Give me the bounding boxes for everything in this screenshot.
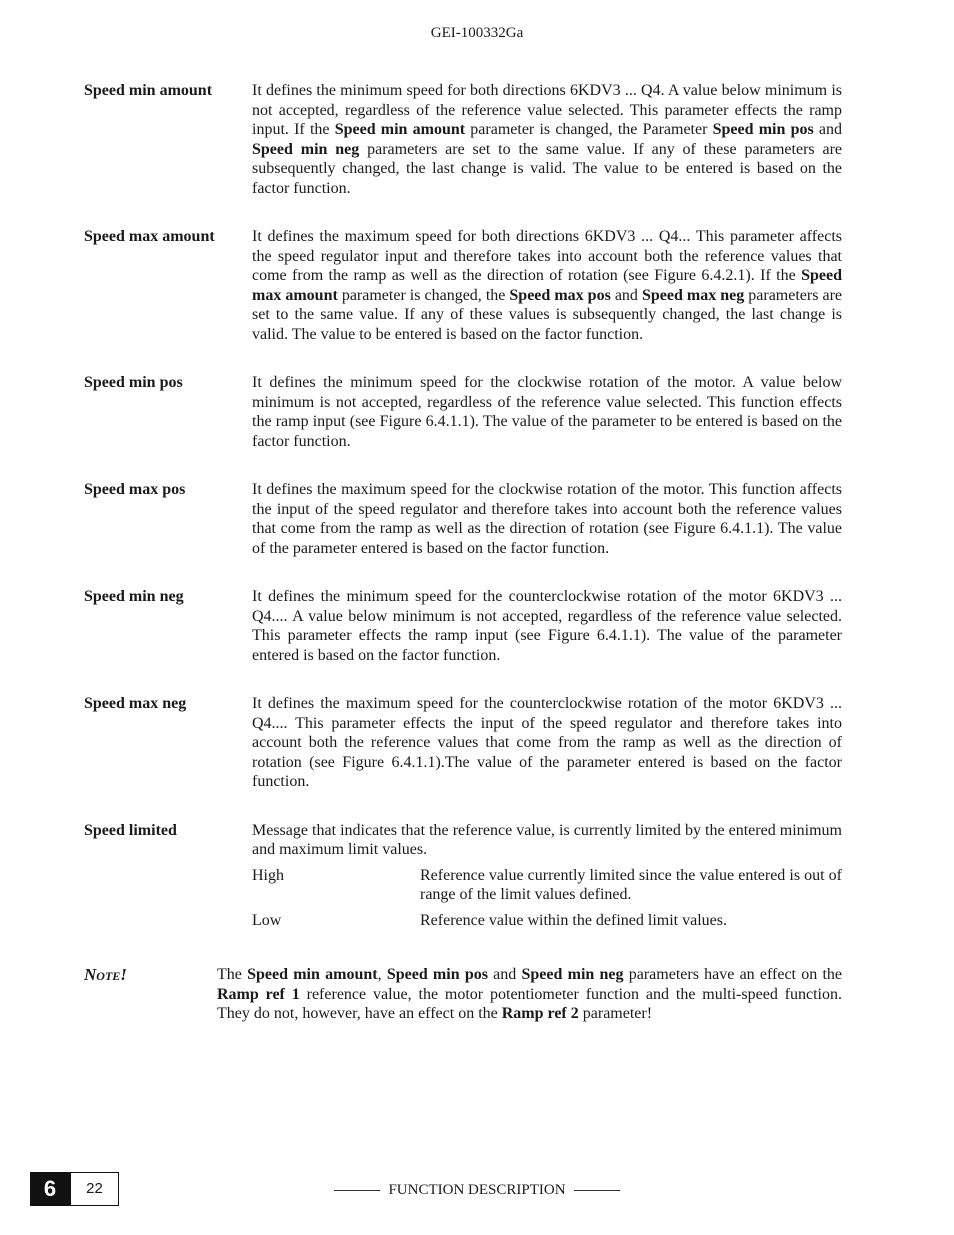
param-description: It defines the maximum speed for the clockwise rotation of the motor. This function affects the input of the speed regulator and therefore takes into account both the reference values that come from the ramp as well as the direction of rotation (see Figure 6.4.1.1). The value of the parameter entered is based on the factor function. — [252, 481, 842, 557]
param-description: It defines the maximum speed for both directions 6KDV3 ... Q4... This parameter affects the speed regulator input and therefore takes into account both the reference values that come from the ramp as well as the direction of rotation (see Figure 6.4.2.1). If the Speed max amount parameter is changed, the Speed max pos and Speed max neg parameters are set to the same value. If any of these values is subsequently changed, the last change is valid. The value to be entered is based on the factor function. — [252, 228, 843, 343]
note-text: The Speed min amount, Speed min pos and Speed min neg parameters have an effect on the Ramp ref 1 reference value, the motor potentiometer function and the multi-speed function. They do not, however, have an effect on the Ramp ref 2 parameter! — [217, 966, 843, 1022]
value-description: Reference value currently limited since the value entered is out of range of the limit values defined. — [420, 866, 842, 903]
param-description: It defines the minimum speed for the counterclockwise rotation of the motor 6KDV3 ... Q4.... A value below minimum is not accepted, regardless of the reference value selected. This parameter effects the ramp input (see Figure 6.4.1.1). The value of the parameter entered is based on the factor function. — [252, 588, 842, 664]
note-block — [84, 965, 842, 1024]
page-number: 22 — [70, 1172, 119, 1206]
param-name: Speed max amount — [84, 228, 215, 245]
param-description — [252, 821, 842, 937]
param-speed-min-amount — [84, 81, 842, 198]
param-name: Speed max pos — [84, 481, 186, 498]
param-speed-max-amount — [84, 227, 842, 344]
parameter-list — [84, 81, 842, 1024]
param-description: It defines the minimum speed for both directions 6KDV3 ... Q4. A value below minimum is not accepted, regardless of the reference value selected. This parameter effects the ramp input. If the Speed min amount parameter is changed, the Parameter Speed min pos and Speed min neg parameters are set to the same value. If any of these parameters are subsequently changed, the last change is valid. The value to be entered is based on the factor function. — [252, 82, 843, 197]
chapter-number: 6 — [30, 1172, 70, 1206]
document-id: GEI-100332Ga — [430, 25, 524, 41]
param-description: It defines the minimum speed for the clockwise rotation of the motor. A value below minimum is not accepted, regardless of the reference value selected. This function effects the ramp input (see Figure 6.4.1.1). The value of the parameter to be entered is based on the factor function. — [252, 374, 842, 450]
note-label: Note! — [84, 965, 127, 984]
param-speed-min-neg — [84, 587, 842, 665]
param-speed-min-pos — [84, 373, 842, 451]
param-description: It defines the maximum speed for the counterclockwise rotation of the motor 6KDV3 ... Q4.... This parameter effects the input of the speed regulator and therefore takes into account both the reference values that come from the ramp as well as the direction of rotation (see Figure 6.4.1.1).The value of the parameter entered is based on the factor function. — [252, 695, 842, 790]
speed-limited-text: Message that indicates that the reference value, is currently limited by the entered minimum and maximum limit values. — [252, 821, 842, 858]
value-description: Reference value within the defined limit values. — [420, 911, 727, 929]
param-name: Speed limited — [84, 821, 177, 839]
param-speed-max-neg — [84, 694, 842, 792]
param-name: Speed min amount — [84, 82, 213, 99]
value-key: High — [252, 866, 284, 884]
section-title: FUNCTION DESCRIPTION — [388, 1182, 566, 1198]
param-speed-limited — [84, 821, 842, 937]
value-row — [252, 911, 842, 931]
param-name: Speed min pos — [84, 374, 183, 391]
param-speed-max-pos — [84, 480, 842, 558]
footer-rule-left — [334, 1190, 380, 1191]
param-name: Speed min neg — [84, 588, 184, 605]
value-table — [252, 866, 842, 931]
footer-section — [0, 1182, 954, 1199]
footer-rule-right — [574, 1190, 620, 1191]
value-row — [252, 866, 842, 905]
value-key: Low — [252, 911, 282, 929]
param-name: Speed max neg — [84, 695, 187, 712]
